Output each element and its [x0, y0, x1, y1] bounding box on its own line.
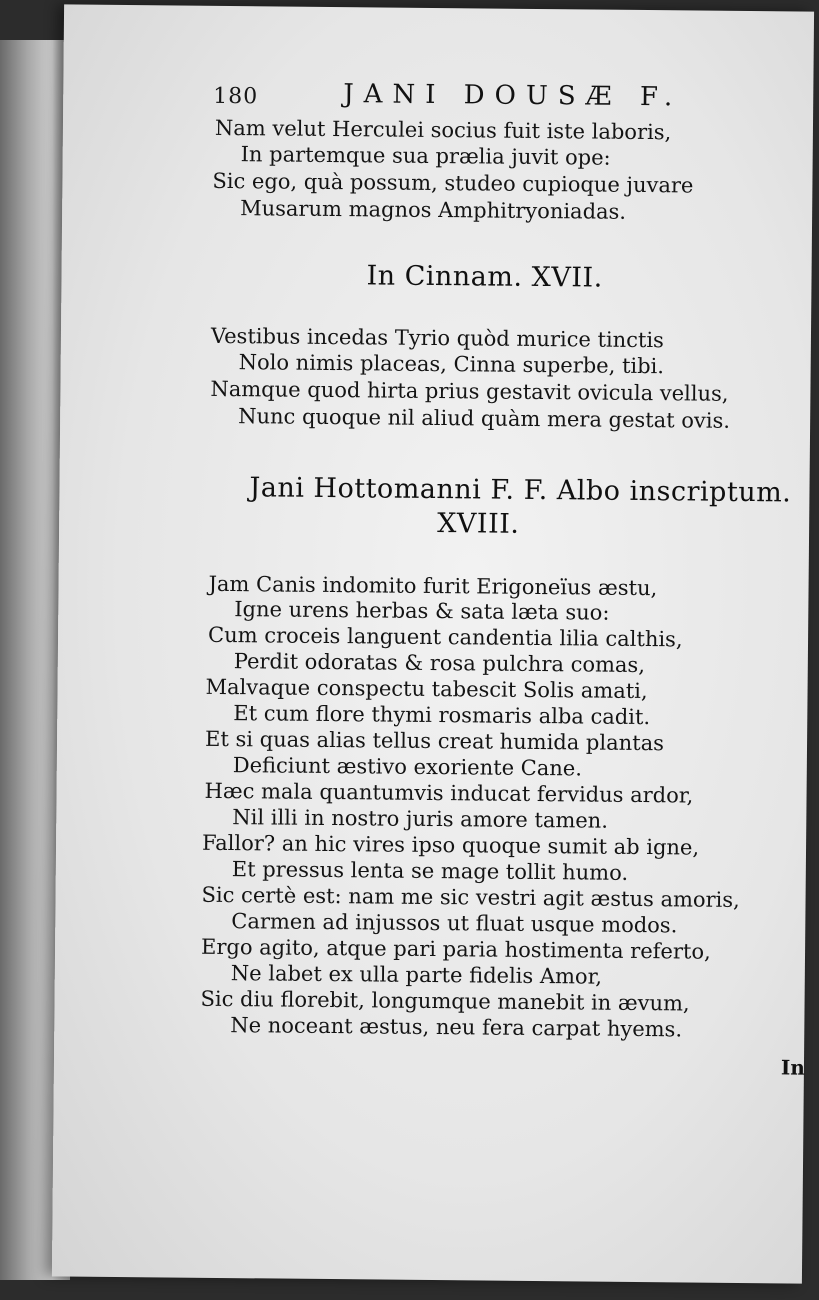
- verse-line: Jam Canis indomito furit Erigoneïus æstu,: [208, 571, 658, 601]
- verse-line: Et cum flore thymi rosmaris alba cadit.: [233, 701, 651, 730]
- verse-line: Carmen ad injussos ut fluat usque modos.: [231, 909, 678, 938]
- verse-line: Nam velut Herculei socius fuit iste laboris,: [214, 115, 672, 145]
- verse-line: Nil illi in nostro juris amore tamen.: [232, 805, 609, 833]
- catchword: In: [780, 1055, 805, 1080]
- verse-line: Hæc mala quantumvis inducat fervidus ardor,: [204, 778, 694, 808]
- verse-line: Et si quas alias tellus creat humida plantas: [204, 726, 665, 756]
- verse-line: Deficiunt æstivo exoriente Cane.: [232, 753, 583, 781]
- verse-line: Igne urens herbas & sata læta suo:: [234, 597, 610, 625]
- page-header: [213, 78, 753, 119]
- verse-line: Ne labet ex ulla parte fidelis Amor,: [230, 961, 603, 989]
- verse-line: Perdit odoratas & rosa pulchra comas,: [233, 649, 646, 678]
- verse-line: Namque quod hirta prius gestavit ovicula vellus,: [210, 376, 729, 406]
- page-number: 180: [213, 83, 259, 110]
- verse-line: Sic diu florebit, longumque manebit in ævum,: [200, 986, 690, 1016]
- poem-number: XVIII.: [437, 508, 520, 540]
- verse-line: Ergo agito, atque pari paria hostimenta referto,: [200, 934, 711, 964]
- running-title: JANI DOUSÆ F.: [343, 79, 683, 113]
- verse-line: Ne noceant æstus, neu fera carpat hyems.: [230, 1013, 683, 1042]
- book-page: [52, 4, 814, 1283]
- verse-line: Musarum magnos Amphitryoniadas.: [240, 196, 627, 224]
- poem-title: Jani Hottomanni F. F. Albo inscriptum.: [249, 472, 792, 509]
- poem-title: In Cinnam. XVII.: [366, 260, 603, 294]
- verse-line: Et pressus lenta se mage tollit humo.: [231, 857, 629, 885]
- verse-line: In partemque sua prælia juvit ope:: [240, 142, 611, 170]
- verse-line: Fallor? an hic vires ipso quoque sumit ab igne,: [201, 830, 700, 860]
- verse-line: Malvaque conspectu tabescit Solis amati,: [205, 674, 648, 704]
- verse-line: Cum croceis languent candentia lilia calthis,: [207, 622, 683, 652]
- verse-line: Sic ego, quà possum, studeo cupioque juvare: [212, 168, 694, 198]
- verse-line: Nolo nimis placeas, Cinna superbe, tibi.: [238, 350, 665, 379]
- verse-line: Nunc quoque nil aliud quàm mera gestat ovis.: [238, 404, 731, 433]
- verse-line: Vestibus incedas Tyrio quòd murice tinctis: [210, 323, 665, 353]
- verse-line: Sic certè est: nam me sic vestri agit æstus amoris,: [201, 882, 740, 912]
